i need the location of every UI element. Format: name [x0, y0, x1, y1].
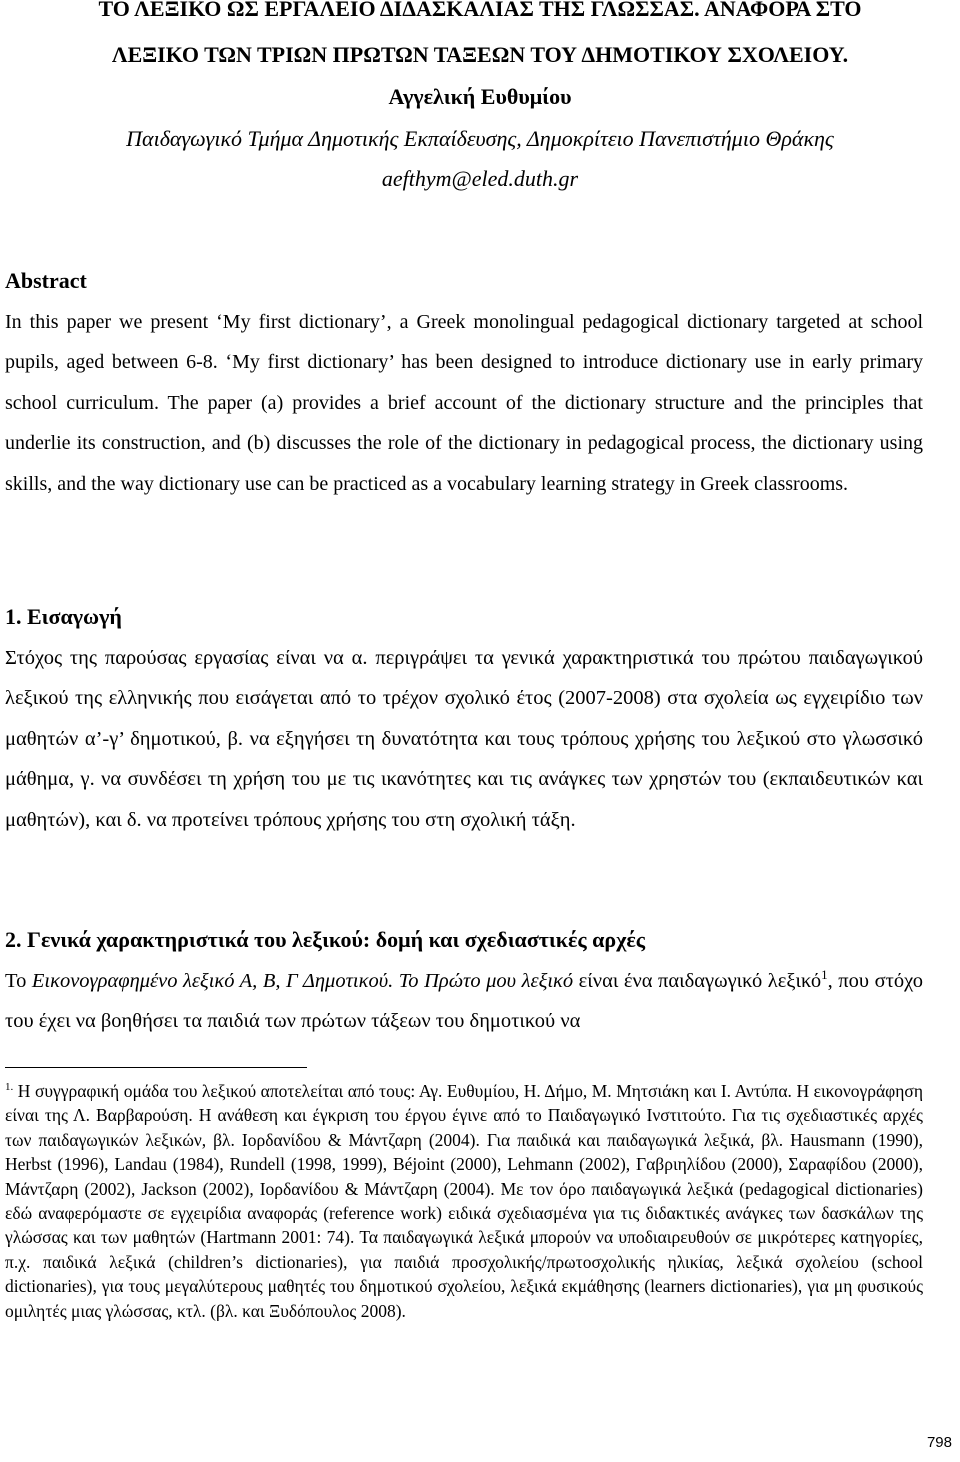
footnote-mark: 1.	[5, 1081, 14, 1094]
section-2-heading: 2. Γενικά χαρακτηριστικά του λεξικού: δομή και σχεδιαστικές αρχές	[5, 927, 646, 952]
paper-title-line-2: ΛΕΞΙΚΟ ΤΩΝ ΤΡΙΩΝ ΠΡΩΤΩΝ ΤΑΞΕΩΝ ΤΟΥ ΔΗΜΟΤΙΚΟΥ ΣΧΟΛΕΙΟΥ.	[111, 42, 849, 67]
book-title-first-dictionary: Το Πρώτο μου λεξικό	[398, 970, 574, 992]
paper-title	[0, 0, 960, 78]
author-name: Αγγελική Ευθυμίου	[388, 84, 572, 109]
abstract-heading: Abstract	[5, 268, 87, 293]
book-title-illustrated: Εικονογραφημένο λεξικό Α, Β, Γ Δημοτικού.	[31, 970, 394, 992]
abstract-text: In this paper we present ‘My first dictionary’, a Greek monolingual pedagogical dictionary targeted at school pupils, aged between 6-8. ‘My first dictionary’ has been designed to introduce dictionary use in early primary school curriculum. The paper (a) provides a brief account of the dictionary structure and the principles that underlie its construction, and (b) discusses the role of the dictionary in pedagogical process, the dictionary using skills, and the way dictionary use can be practiced as a vocabulary learning strategy in Greek classrooms.	[5, 311, 923, 495]
section-1-text: Στόχος της παρούσας εργασίας είναι να α. περιγράψει τα γενικά χαρακτηριστικά του πρώτου παιδαγωγικού λεξικού της ελληνικής που εισάγεται από το τρέχον σχολικό έτος (2007-2008) στα σχολεία ως εγχειρίδιο των μαθητών α’-γ’ δημοτικού, β. να εξηγήσει τη δυνατότητα και τους τρόπους χρήσης του λεξικού στο γλωσσικό μάθημα, γ. να συνδέσει τη χρήση του με τις ικανότητες και τις ανάγκες των χρηστών του (εκπαιδευτικών και μαθητών), και δ. να προτείνει τρόπους χρήσης του στη σχολική τάξη.	[5, 647, 923, 831]
paper-title-line-1: ΤΟ ΛΕΞΙΚΟ ΩΣ ΕΡΓΑΛΕΙΟ ΔΙΔΑΣΚΑΛΙΑΣ ΤΗΣ ΓΛΩΣΣΑΣ. ΑΝΑΦΟΡΑ ΣΤΟ	[98, 0, 862, 21]
footnote-reference[interactable]: 1	[821, 967, 828, 983]
page-number: 798	[926, 1434, 952, 1451]
author-affiliation: Παιδαγωγικό Τμήμα Δημοτικής Εκπαίδευσης, Δημοκρίτειο Πανεπιστήμιο Θράκης	[126, 126, 834, 151]
section-2-text-start: Το	[5, 970, 32, 992]
footnote-1	[5, 1079, 923, 1323]
section-2-text-end: , που στόχο του έχει να βοηθήσει τα παιδιά των πρώτων τάξεων του δημοτικού να	[5, 970, 924, 1033]
section-2-text-mid: είναι ένα παιδαγωγικό λεξικό	[573, 970, 822, 992]
section-1-heading: 1. Εισαγωγή	[5, 604, 122, 629]
footnote-text: Η συγγραφική ομάδα του λεξικού αποτελείται από τους: Αγ. Ευθυμίου, Η. Δήμο, Μ. Μητσιάκη και Ι. Αντύπα. Η εικονογράφηση είναι της Λ. Βαρβαρούση. Η ανάθεση και έγκριση του έργου έγινε από το Παιδαγωγικό Ινστιτούτο. Για τις σχεδιαστικές αρχές των παιδαγωγικών λεξικών, βλ. Ιορδανίδου & Μάντζαρη (2004). Για παιδικά και παιδαγωγικά λεξικά, βλ. Hausmann (1990), Herbst (1996), Landau (1984), Rundell (1998, 1999), Béjoint (2000), Lehmann (2002), Γαβριηλίδου (2000), Σαραφίδου (2000), Μάντζαρη (2002), Jackson (2002), Ιορδανίδου & Μάντζαρη (2004). Με τον όρο παιδαγωγικά λεξικά (pedagogical dictionaries) εδώ αναφερόμαστε σε εγχειρίδια αναφοράς (reference work) ειδικά σχεδιασμένα για τις διδακτικές ανάγκες των δασκάλων της γλώσσας και των μαθητών (Hartmann 2001: 74). Τα παιδαγωγικά λεξικά μπορούν να υποδιαιρευθούν σε μικρότερες κατηγορίες, π.χ. παιδικά λεξικά (children’s dictionaries), για παιδιά προσχολικής/πρωτοσχολικής ηλικίας, λεξικά σχολείου (school dictionaries), για τους μεγαλύτερους μαθητές του δημοτικού σχολείου, λεξικά εκμάθησης (learners dictionaries), για μη φυσικούς ομιλητές μιας γλώσσας, κτλ. (βλ. και Ξυδόπουλος 2008).	[5, 1081, 923, 1321]
author-email: aefthym@eled.duth.gr	[381, 166, 579, 191]
footnote-divider	[5, 1067, 307, 1068]
section-2-text	[5, 961, 923, 1042]
